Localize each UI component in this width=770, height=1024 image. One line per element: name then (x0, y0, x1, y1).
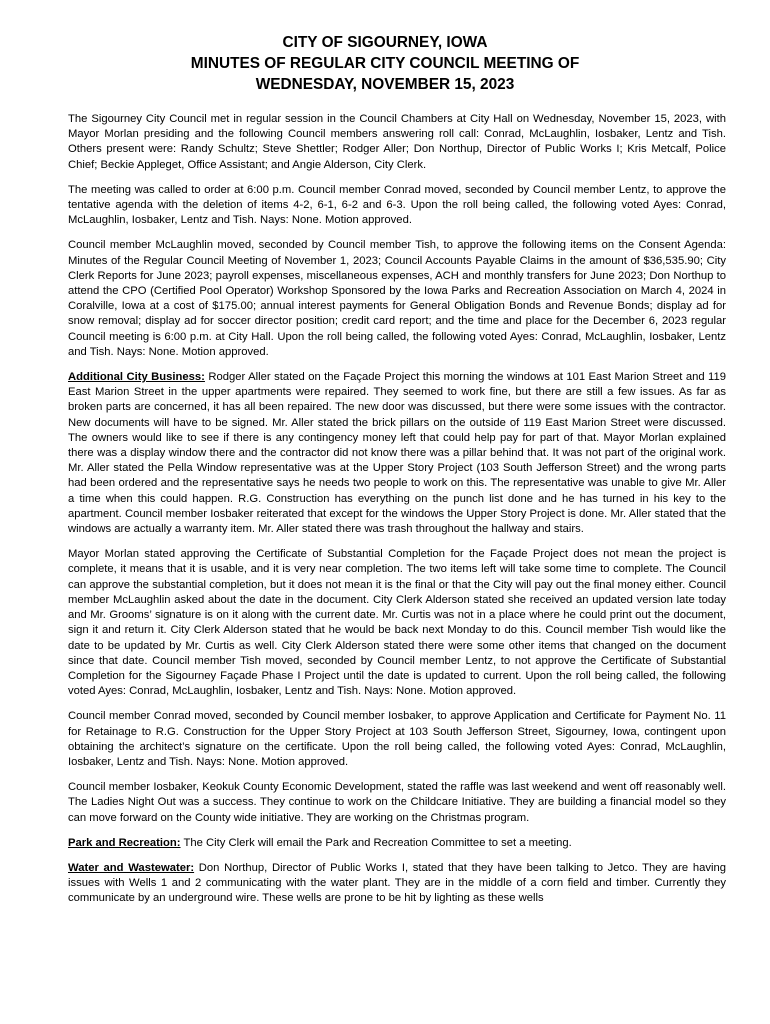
park-recreation-heading: Park and Recreation: (68, 836, 181, 849)
call-to-order-paragraph: The meeting was called to order at 6:00 p.m. Council member Conrad moved, seconded by Council member Lentz, to approve the tentative agenda with the deletion of items 4-2, 6-1, 6-2 and 6-3. Upon the roll being called, the following voted Ayes: Conrad, McLaughlin, Iosbaker, Lentz and Tish. Nays: None. Motion approved. (68, 183, 726, 227)
park-recreation-paragraph (68, 836, 726, 851)
economic-development-paragraph: Council member Iosbaker, Keokuk County Economic Development, stated the raffle was last weekend and went off reasonably well. The Ladies Night Out was a success. They continue to work on the Childcare Initiative. They are building a financial model so they can move forward on the County wide initiative. They are working on the Christmas program. (68, 781, 726, 824)
city-title: CITY OF SIGOURNEY, IOWA (282, 34, 488, 51)
roll-call-paragraph: The Sigourney City Council met in regular session in the Council Chambers at City Hall on Wednesday, November 15, 2023, with Mayor Morlan presiding and the following Council members answering roll call: Conrad, McLaughlin, Iosbaker, Lentz and Tish. Others present were: Randy Schultz; Steve Shettler; Rodger Aller; Don Northup, Director of Public Works I; Kris Metcalf, Police Chief; Beckie Appleget, Office Assistant; and Angie Alderson, City Clerk. (68, 113, 726, 171)
water-wastewater-heading: Water and Wastewater: (68, 861, 195, 874)
water-wastewater-text: Don Northup, Director of Public Works I, stated that they have been talking to Jetco. They are having issues with Wells 1 and 2 communicating with the water plant. They are in the middle of a corn field and timber. Currently they communicate by an underground wire. These wells are prone to be hit by lighting as these wells (68, 861, 726, 905)
additional-business-paragraph (68, 370, 726, 537)
document-header (0, 32, 770, 95)
park-recreation-text: The City Clerk will email the Park and Recreation Committee to set a meeting. (180, 836, 572, 849)
document-body (68, 112, 726, 917)
minutes-title: MINUTES OF REGULAR CITY COUNCIL MEETING OF (190, 55, 580, 72)
facade-completion-paragraph: Mayor Morlan stated approving the Certificate of Substantial Completion for the Façade Project does not mean the project is complete, it means that it is usable, and it is very near completion. The two items left will take some time to complete. The Council can approve the substantial completion, but it does not mean it is the final or that the City will pay out the final money either. Council member McLaughlin asked about the date in the document. City Clerk Alderson stated she received an updated version late today and Mr. Grooms’ signature is on it along with the current date. Mr. Curtis was not in a place where he could print out the document, sign it and return it. City Clerk Alderson stated that he would be back next Monday to do this. Council member Tish would like the date to be updated by Mr. Curtis as well. City Clerk Alderson stated there were some other items that changed on the document since that date. Council member Tish moved, seconded by Council member Lentz, to not approve the Certificate of Substantial Completion for the Sigourney Façade Phase I Project until the date is updated to current. Upon the roll being called, the following voted Ayes: Conrad, McLaughlin, Iosbaker, Lentz and Tish. Nays: None. Motion approved. (68, 548, 726, 698)
meeting-date-title: WEDNESDAY, NOVEMBER 15, 2023 (255, 76, 515, 93)
consent-agenda-paragraph: Council member McLaughlin moved, seconded by Council member Tish, to approve the following items on the Consent Agenda: Minutes of the Regular Council Meeting of November 1, 2023; Council Accounts Payable Claims in the amount of $36,535.90; City Clerk Reports for June 2023; payroll expenses, miscellaneous expenses, ACH and monthly transfers for June 2023; Don Northup to attend the CPO (Certified Pool Operator) Workshop Sponsored by the Iowa Parks and Recreation Association on March 4, 2024 in Coralville, Iowa at a cost of $175.00; annual interest payments for General Obligation Bonds and Revenue Bonds; display ad for snow removal; display ad for soccer director position; credit card report; and the time and place for the December 6, 2023 regular Council meeting is 6:00 p.m. at City Hall. Upon the roll being called, the following voted Ayes: Conrad, McLaughlin, Iosbaker, Lentz and Tish. Nays: None. Motion approved. (68, 239, 726, 358)
additional-business-heading: Additional City Business: (68, 371, 205, 384)
retainage-payment-paragraph: Council member Conrad moved, seconded by Council member Iosbaker, to approve Application and Certificate for Payment No. 11 for Retainage to R.G. Construction for the Upper Story Project at 103 South Jefferson Street, Sigourney, Iowa, contingent upon obtaining the architect’s signature on the certificate. Upon the roll being called, the following voted Ayes: Conrad, McLaughlin, Iosbaker, Lentz and Tish. Nays: None. Motion approved. (68, 710, 726, 768)
additional-business-text: Rodger Aller stated on the Façade Project this morning the windows at 101 East Marion Street and 119 East Marion Street in the upper apartments were repaired. They seemed to work fine, but there are still a few issues. As far as broken parts are concerned, it has all been repaired. The new door was discussed, but there were some issues with the contractor. New documents will have to be signed. Mr. Aller stated the brick pillars on the outside of 119 East Marion Street were discussed. The owners would like to see if there is any contingency money left that could help pay for part of that. Mayor Morlan explained there was a display window there and the contractor did not know there was a pillar behind that. It was not part of the original work. Mr. Aller stated the Pella Window representative was at the Upper Story Project (103 South Jefferson Street) and the wrong parts had been ordered and the representative says he needs two people to work on this. The representative was unable to give Mr. Aller a time when this could happen. R.G. Construction has everything on the punch list done and he has turned in his key to the apartment. Council member Iosbaker reiterated that except for the windows the Upper Story Project is done. Mr. Aller stated that the windows are actually a warranty item. Mr. Aller stated there was trash throughout the hallway and stairs. (68, 371, 726, 536)
water-wastewater-paragraph (68, 861, 726, 907)
